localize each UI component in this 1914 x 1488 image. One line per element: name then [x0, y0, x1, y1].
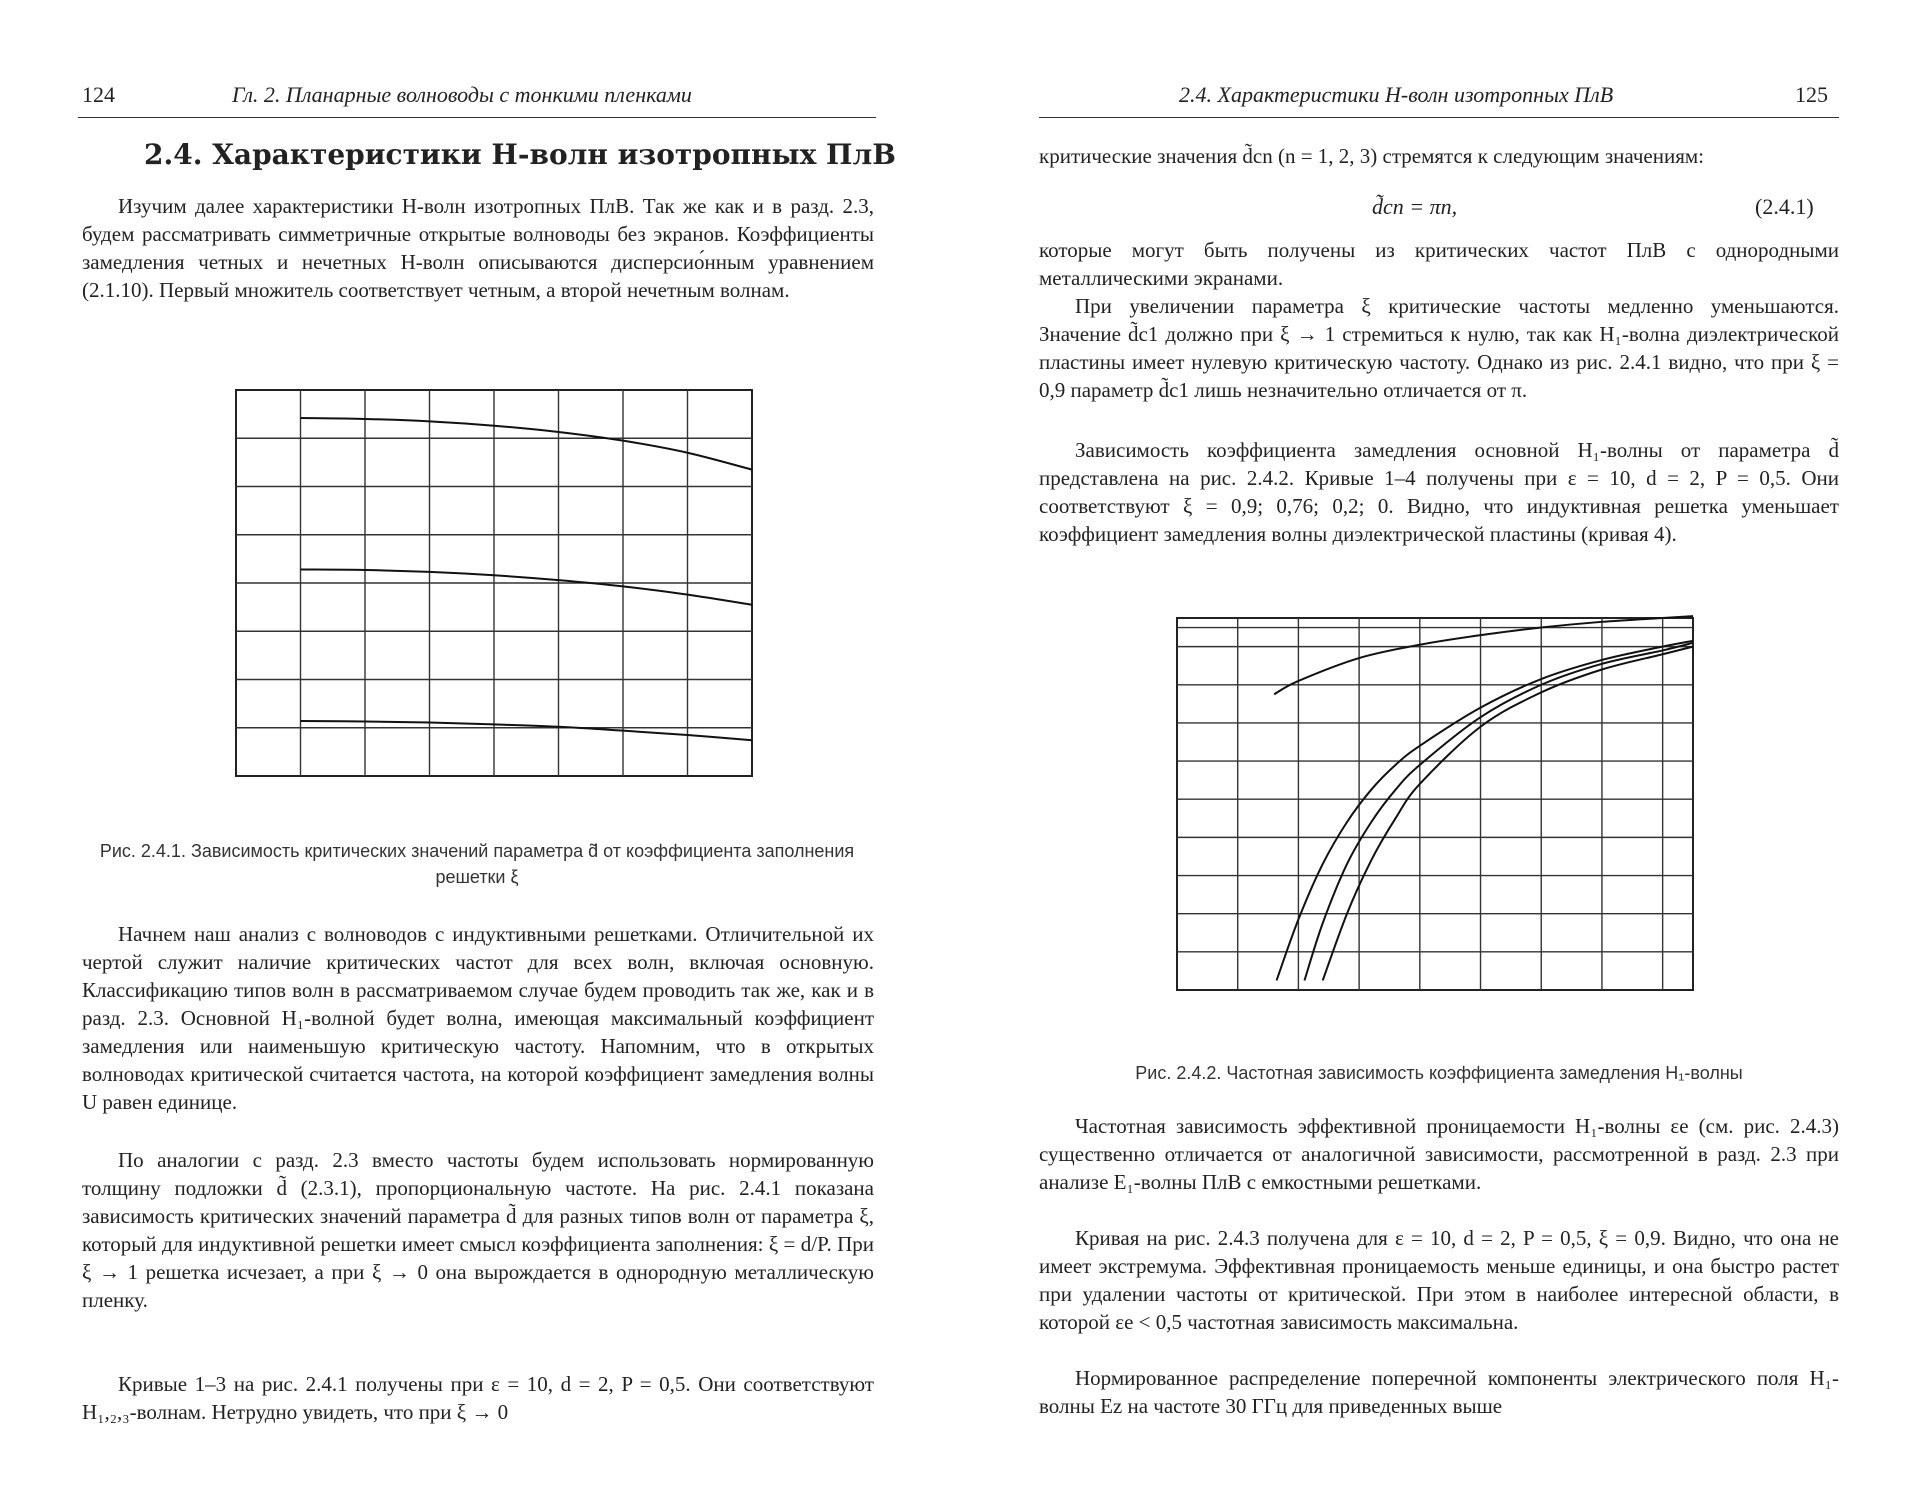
chart-fig-2-4-1 [170, 372, 790, 832]
paragraph: По аналогии с разд. 2.3 вместо частоты будем использовать нормированную толщину подложки d̃ (2.3.1), пропорциональную частоте. На рис. 2.4.1 показана зависимость критических значений параметра d̃ для разных типов волн от параметра ξ, который для индуктивной решетки имеет смысл коэффициента заполнения: ξ = d/P. При ξ → 1 решетка исчезает, а при ξ → 0 она вырождается в однородную металлическую пленку. [82, 1148, 874, 1312]
paragraph: Изучим далее характеристики H-волн изотропных ПлВ. Так же как и в разд. 2.3, будем рассматривать симметричные открытые волноводы без экранов. Коэффициенты замедления четных и нечетных H-волн описываются дисперсио́нным уравнением (2.1.10). Первый множитель соответствует четным, а второй нечетным волнам. [82, 194, 874, 302]
series-line-1 [301, 721, 753, 740]
paragraph: Частотная зависимость эффективной проницаемости H₁-волны εe (см. рис. 2.4.3) существенно отличается от аналогичной зависимости, рассмотренной в разд. 2.3 при анализе E₁-волны ПлВ с емкостными решетками. [1039, 1114, 1839, 1194]
series-line-3 [301, 418, 753, 470]
paragraph: Нормированное распределение поперечной компоненты электрического поля H₁-волны Ez на частоте 30 ГГц для приведенных выше [1039, 1366, 1839, 1418]
paragraph: критические значения d̃cn (n = 1, 2, 3) стремятся к следующим значениям: [1039, 144, 1704, 168]
page-number: 124 [82, 82, 115, 107]
series-line-2 [1304, 643, 1693, 981]
page-number: 125 [1795, 82, 1828, 107]
running-head: 2.4. Характеристики H-волн изотропных ПлВ [1179, 82, 1614, 107]
paragraph: Кривая на рис. 2.4.3 получена для ε = 10, d = 2, P = 0,5, ξ = 0,9. Видно, что она не имеет экстремума. Эффективная проницаемость меньше единицы, и она быстро растет при удалении частоты от критической. При этом в наиболее интересной области, в которой εe < 0,5 частотная зависимость максимальна. [1039, 1226, 1839, 1334]
paragraph: которые могут быть получены из критических частот ПлВ с однородными металлическими экранами. [1039, 238, 1839, 290]
figure-caption: Рис. 2.4.2. Частотная зависимость коэффициента замедления H₁-волны [1135, 1063, 1743, 1083]
paragraph: Начнем наш анализ с волноводов с индуктивными решетками. Отличительной их чертой служит наличие критических частот для всех волн, включая основную. Классификацию типов волн в рассматриваемом случае будем проводить так же, как и в разд. 2.3. Основной H₁-волной будет волна, имеющая максимальный коэффициент замедления или наименьшую критическую частоту. Напомним, что в открытых волноводах критической считается частота, на которой коэффициент замедления волны U равен единице. [82, 922, 874, 1114]
running-head: Гл. 2. Планарные волноводы с тонкими пленками [232, 82, 692, 107]
section-title: 2.4. Характеристики H-волн изотропных ПлВ [144, 138, 896, 171]
header-rule [1039, 117, 1839, 118]
figure-caption: Рис. 2.4.1. Зависимость критических значений параметра d̃ от коэффициента заполнения решетки ξ [99, 841, 855, 887]
paragraph: Зависимость коэффициента замедления основной H₁-волны от параметра d̃ представлена на рис. 2.4.2. Кривые 1–4 получены при ε = 10, d = 2, P = 0,5. Они соответствуют ξ = 0,9; 0,76; 0,2; 0. Видно, что индуктивная решетка уменьшает коэффициент замедления волны диэлектрической пластины (кривая 4). [1039, 438, 1839, 546]
right-page [957, 0, 1914, 1488]
series-line-2 [301, 569, 753, 604]
header-rule [78, 117, 876, 118]
equation: d̃cn = πn, [1372, 194, 1458, 219]
chart-fig-2-4-2 [1143, 604, 1703, 1044]
equation-number: (2.4.1) [1755, 194, 1814, 219]
series-line-3 [1277, 641, 1693, 981]
paragraph: При увеличении параметра ξ критические частоты медленно уменьшаются. Значение d̃c1 должно при ξ → 1 стремиться к нулю, так как H₁-волна диэлектрической пластины имеет нулевую критическую частоту. Однако из рис. 2.4.1 видно, что при ξ = 0,9 параметр d̃c1 лишь незначительно отличается от π. [1039, 294, 1839, 402]
paragraph: Кривые 1–3 на рис. 2.4.1 получены при ε = 10, d = 2, P = 0,5. Они соответствуют H₁,₂,₃-волнам. Нетрудно увидеть, что при ξ → 0 [82, 1372, 874, 1424]
plot-frame [1177, 618, 1693, 990]
